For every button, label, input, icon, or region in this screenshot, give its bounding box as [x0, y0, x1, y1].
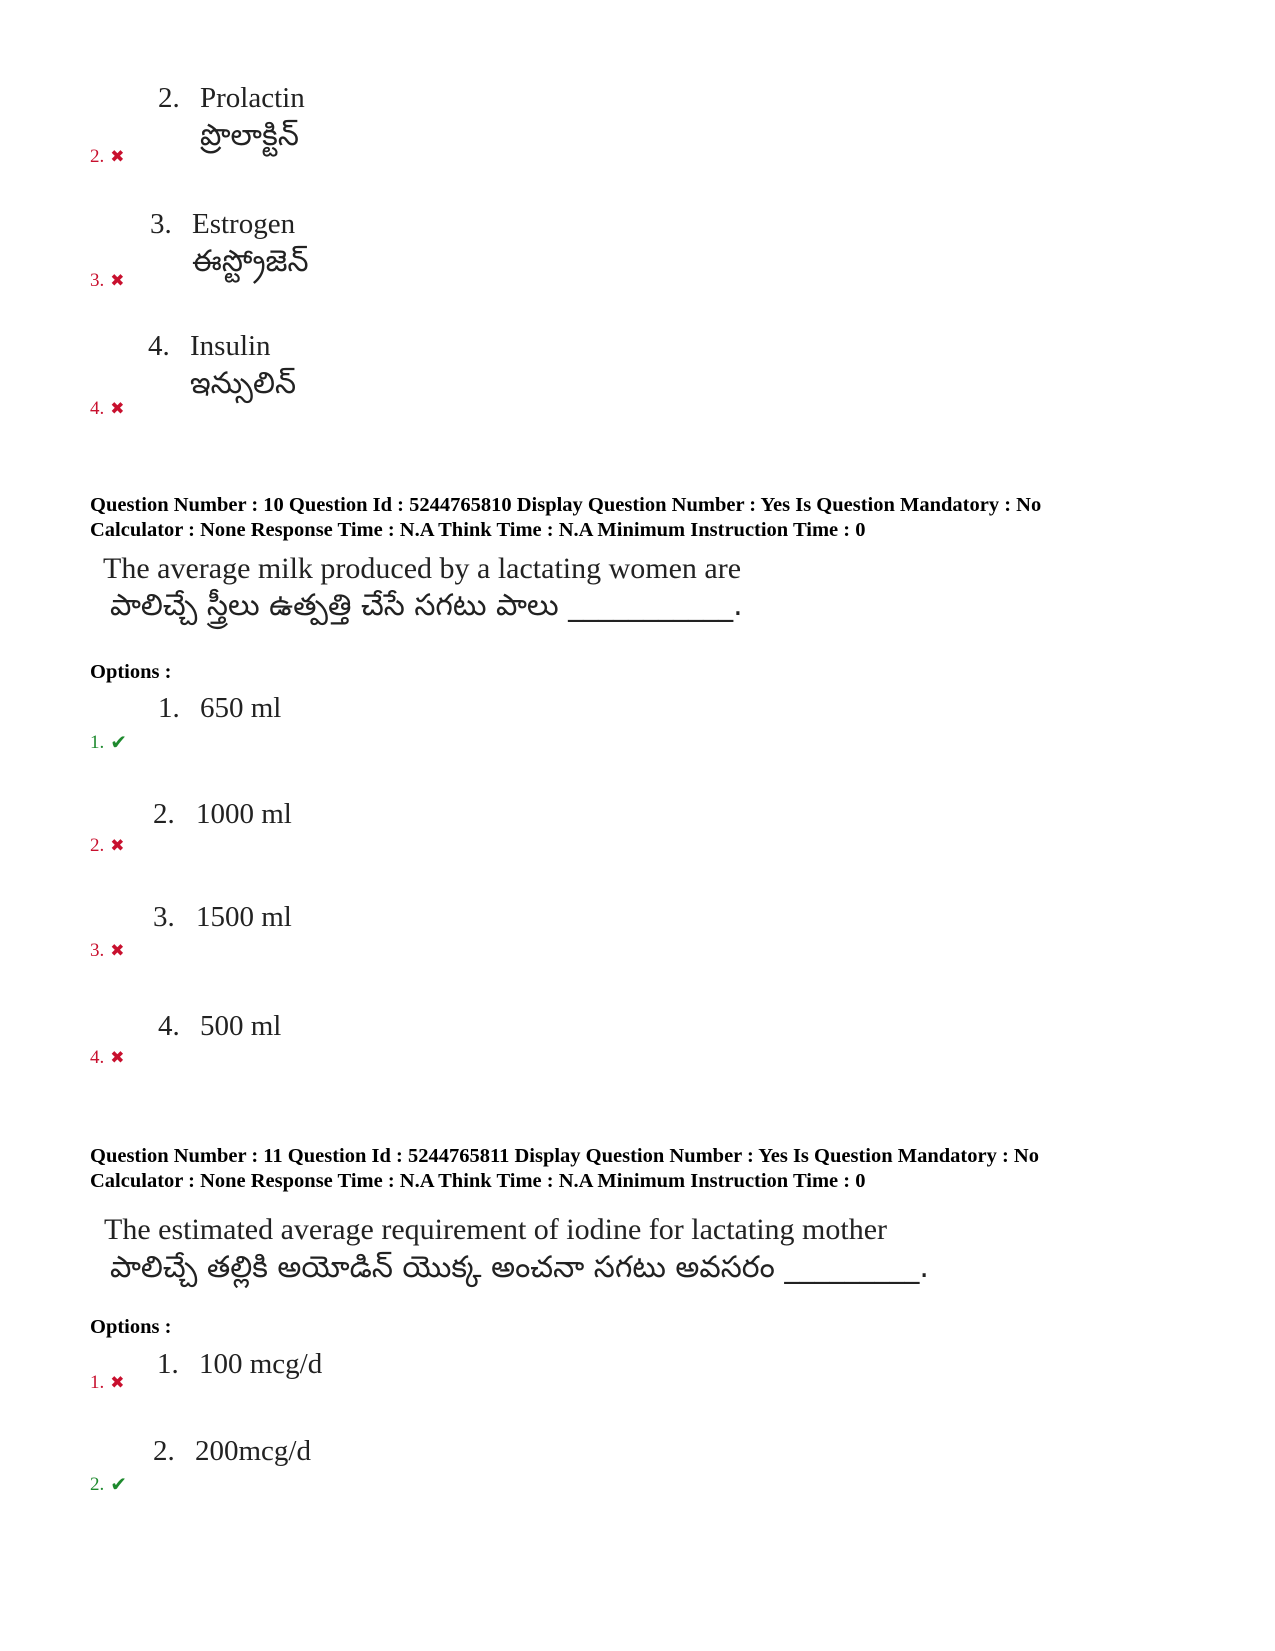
option-number: 3.: [153, 901, 175, 933]
cross-icon: ✖: [110, 271, 125, 290]
option-mark: [90, 146, 125, 168]
option-number: 2.: [153, 798, 175, 830]
options-heading: Options :: [90, 1316, 172, 1338]
question-text-telugu: పాలిచ్చే స్త్రీలు ఉత్పత్తి చేసే సగటు పాలు ___________.: [110, 588, 743, 623]
mark-number: 3.: [90, 940, 105, 961]
option-number: 2.: [153, 1435, 175, 1467]
option-number: 1.: [158, 692, 180, 724]
option-number: 4.: [148, 330, 170, 362]
question-meta-line1: Question Number : 11 Question Id : 5244765811 Display Question Number : Yes Is Question Mandatory : No: [90, 1145, 1039, 1167]
cross-icon: ✖: [110, 1373, 125, 1392]
option-number: 3.: [150, 208, 172, 240]
option-label: Prolactin: [200, 82, 305, 114]
option-label-telugu: ప్రొలాక్టిన్: [200, 118, 299, 153]
cross-icon: ✖: [110, 399, 125, 418]
cross-icon: ✖: [110, 836, 125, 855]
cross-icon: ✖: [110, 941, 125, 960]
option-label: 100 mcg/d: [199, 1348, 323, 1380]
option-mark: [90, 730, 127, 755]
option-label: Estrogen: [192, 208, 296, 240]
cross-icon: ✖: [110, 147, 125, 166]
check-icon: ✔: [110, 1474, 128, 1496]
option-mark: [90, 1472, 127, 1497]
option-mark: [90, 1047, 125, 1069]
question-meta-line2: Calculator : None Response Time : N.A Think Time : N.A Minimum Instruction Time : 0: [90, 519, 866, 541]
option-label: 650 ml: [200, 692, 282, 724]
cross-icon: ✖: [110, 1048, 125, 1067]
option-label: 1500 ml: [196, 901, 292, 933]
option-mark: [90, 398, 125, 420]
mark-number: 1.: [90, 1372, 105, 1393]
option-label: 200mcg/d: [195, 1435, 311, 1467]
option-number: 2.: [158, 82, 180, 114]
option-number: 1.: [157, 1348, 179, 1380]
option-label-telugu: ఈస్ట్రోజెన్: [192, 244, 309, 279]
option-mark: [90, 940, 125, 962]
question-meta-line2: Calculator : None Response Time : N.A Think Time : N.A Minimum Instruction Time : 0: [90, 1170, 866, 1192]
option-label: Insulin: [190, 330, 271, 362]
question-text-english: The estimated average requirement of iodine for lactating mother: [104, 1213, 888, 1246]
option-label: 1000 ml: [196, 798, 292, 830]
option-number: 4.: [158, 1010, 180, 1042]
check-icon: ✔: [110, 732, 128, 754]
question-meta-line1: Question Number : 10 Question Id : 5244765810 Display Question Number : Yes Is Question Mandatory : No: [90, 494, 1042, 516]
mark-number: 4.: [90, 398, 105, 419]
option-label: 500 ml: [200, 1010, 282, 1042]
option-mark: [90, 1372, 125, 1394]
mark-number: 2.: [90, 835, 105, 856]
question-text-telugu: పాలిచ్చే తల్లికి అయోడిన్ యొక్క అంచనా సగటు అవసరం _________.: [110, 1250, 929, 1285]
mark-number: 2.: [90, 1473, 105, 1495]
mark-number: 4.: [90, 1047, 105, 1068]
question-text-english: The average milk produced by a lactating women are: [103, 552, 742, 585]
option-mark: [90, 835, 125, 857]
mark-number: 3.: [90, 270, 105, 291]
mark-number: 2.: [90, 146, 105, 167]
options-heading: Options :: [90, 661, 172, 683]
option-label-telugu: ఇన్సులిన్: [190, 366, 297, 401]
option-mark: [90, 270, 125, 292]
mark-number: 1.: [90, 731, 105, 753]
